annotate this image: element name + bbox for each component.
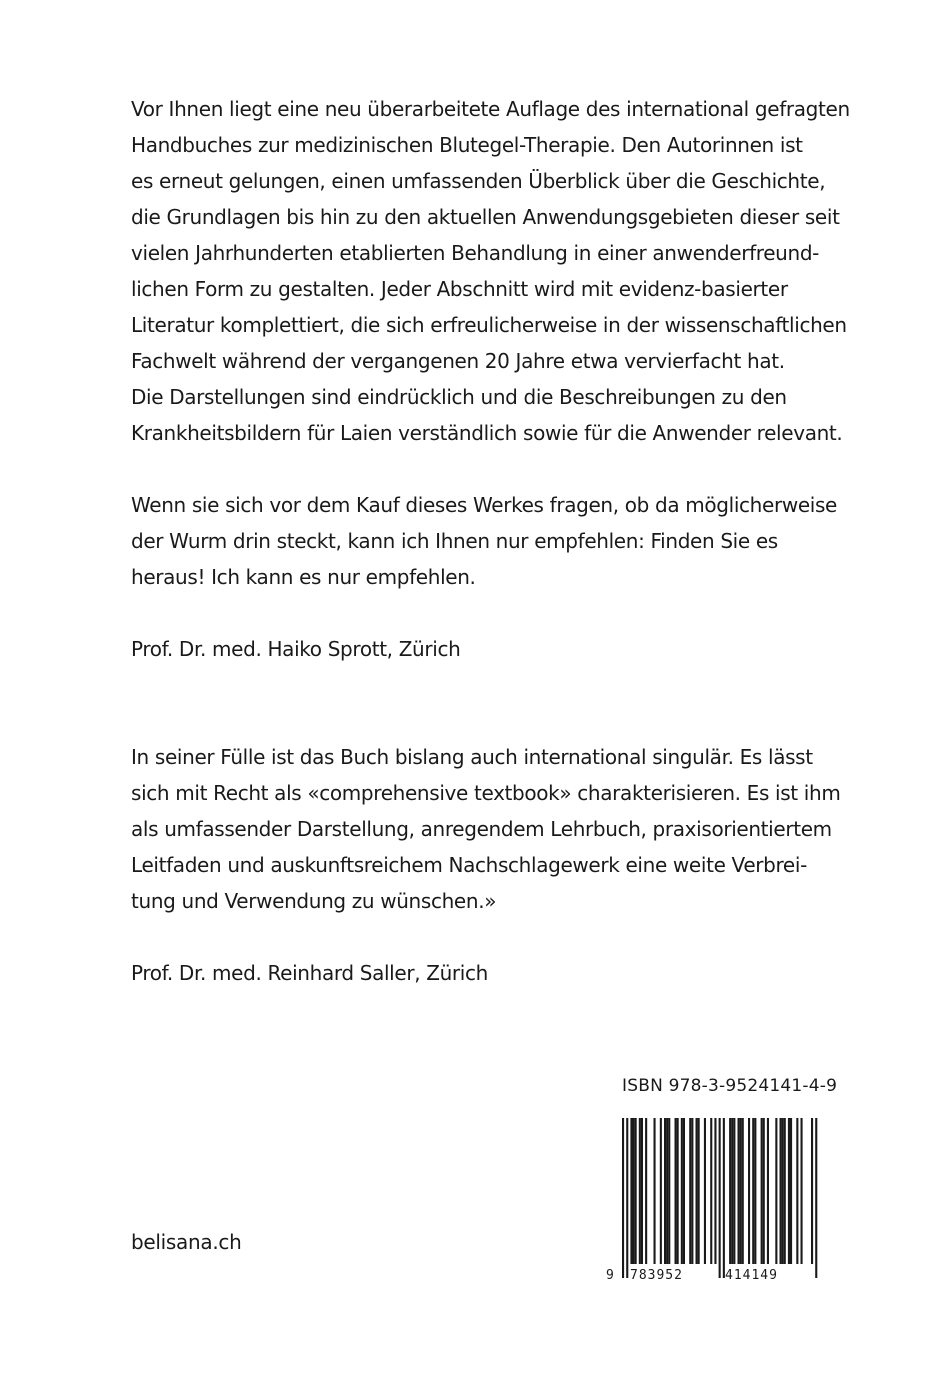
barcode-left-digits: 783952 [630, 1268, 683, 1283]
isbn-number: ISBN 978-3-9524141-4-9 [622, 1076, 838, 1096]
barcode-bar [639, 1118, 641, 1264]
text-line: In seiner Fülle ist das Buch bislang auch international singulär. Es lässt [131, 745, 813, 769]
review-paragraph-1 [131, 91, 850, 451]
publisher-website: belisana.ch [131, 1230, 242, 1254]
barcode-bar [815, 1118, 817, 1278]
reviewer-signature-1 [131, 631, 831, 667]
barcode-bar [664, 1118, 666, 1264]
barcode-bar [622, 1118, 624, 1278]
barcode-bar [763, 1118, 765, 1264]
barcode-bar [668, 1118, 670, 1264]
barcode-bar [752, 1118, 754, 1264]
text-line: Wenn sie sich vor dem Kauf dieses Werkes fragen, ob da möglicherweise [131, 493, 838, 517]
barcode-bar [683, 1118, 685, 1264]
barcode-bar [742, 1118, 744, 1264]
barcode-bar [635, 1118, 637, 1264]
barcode-bar [710, 1118, 712, 1264]
barcode-bar [748, 1118, 750, 1264]
text-line: Krankheitsbildern für Laien verständlich sowie für die Anwender relevant. [131, 421, 843, 445]
barcode-right-digits: 414149 [725, 1268, 778, 1283]
barcode-bar [633, 1118, 635, 1264]
text-line: der Wurm drin steckt, kann ich Ihnen nur empfehlen: Finden Sie es [131, 529, 778, 553]
barcode-bar [696, 1118, 698, 1264]
barcode-bar [714, 1118, 716, 1264]
text-line: die Grundlagen bis hin zu den aktuellen Anwendungsgebieten dieser seit [131, 205, 840, 229]
text-line: Leitfaden und auskunftsreichem Nachschlagewerk eine weite Verbrei- [131, 853, 807, 877]
barcode-bar [641, 1118, 643, 1264]
text-line: heraus! Ich kann es nur empfehlen. [131, 565, 476, 589]
barcode-bar [719, 1118, 721, 1278]
barcode-bar [796, 1118, 798, 1264]
barcode-bar [738, 1118, 740, 1264]
barcode-bar [729, 1118, 731, 1264]
barcode-bars [600, 1114, 836, 1286]
barcode-bar [790, 1118, 792, 1264]
barcode-bar [681, 1118, 683, 1264]
barcode-bar [645, 1118, 647, 1264]
barcode-bar [754, 1118, 756, 1264]
barcode-bar [666, 1118, 668, 1264]
barcode-bar [626, 1118, 628, 1278]
text-line: lichen Form zu gestalten. Jeder Abschnitt wird mit evidenz-basierter [131, 277, 788, 301]
reviewer-signature-2 [131, 955, 831, 991]
text-line: tung und Verwendung zu wünschen.» [131, 889, 497, 913]
barcode-bar [801, 1118, 803, 1264]
barcode-bar [775, 1118, 777, 1264]
review-paragraph-3 [131, 739, 841, 919]
review-paragraph-2 [131, 487, 838, 595]
text-line: Literatur komplettiert, die sich erfreulicherweise in der wissenschaftlichen [131, 313, 847, 337]
text-line: sich mit Recht als «comprehensive textbook» charakterisieren. Es ist ihm [131, 781, 841, 805]
barcode-bar [761, 1118, 763, 1264]
barcode-bar [782, 1118, 784, 1264]
barcode-bar [740, 1118, 742, 1264]
barcode-bar [654, 1118, 656, 1264]
barcode-bar [733, 1118, 735, 1264]
barcode-bar [788, 1118, 790, 1264]
signature-text: Prof. Dr. med. Reinhard Saller, Zürich [131, 961, 488, 985]
text-line: als umfassender Darstellung, anregendem Lehrbuch, praxisorientiertem [131, 817, 832, 841]
barcode-bar [630, 1118, 632, 1264]
barcode-bar [704, 1118, 706, 1264]
barcode-bar [677, 1118, 679, 1264]
text-line: Vor Ihnen liegt eine neu überarbeitete Auflage des international gefragten [131, 97, 850, 121]
isbn-barcode [600, 1114, 836, 1286]
barcode-bar [731, 1118, 733, 1264]
barcode-bar [660, 1118, 662, 1264]
text-line: Fachwelt während der vergangenen 20 Jahre etwa vervierfacht hat. [131, 349, 785, 373]
barcode-bar [784, 1118, 786, 1264]
barcode-first-digit: 9 [606, 1268, 615, 1283]
barcode-bar [780, 1118, 782, 1264]
barcode-bar [698, 1118, 700, 1264]
text-line: Die Darstellungen sind eindrücklich und die Beschreibungen zu den [131, 385, 787, 409]
signature-text: Prof. Dr. med. Haiko Sprott, Zürich [131, 637, 461, 661]
barcode-bar [723, 1118, 725, 1278]
barcode-bar [811, 1118, 813, 1264]
barcode-bar [675, 1118, 677, 1264]
text-line: vielen Jahrhunderten etablierten Behandlung in einer anwenderfreund- [131, 241, 820, 265]
text-line: Handbuches zur medizinischen Blutegel-Therapie. Den Autorinnen ist [131, 133, 803, 157]
barcode-bar [767, 1118, 769, 1264]
barcode-bar [689, 1118, 691, 1264]
text-line: es erneut gelungen, einen umfassenden Überblick über die Geschichte, [131, 169, 826, 193]
barcode-bar [691, 1118, 693, 1264]
